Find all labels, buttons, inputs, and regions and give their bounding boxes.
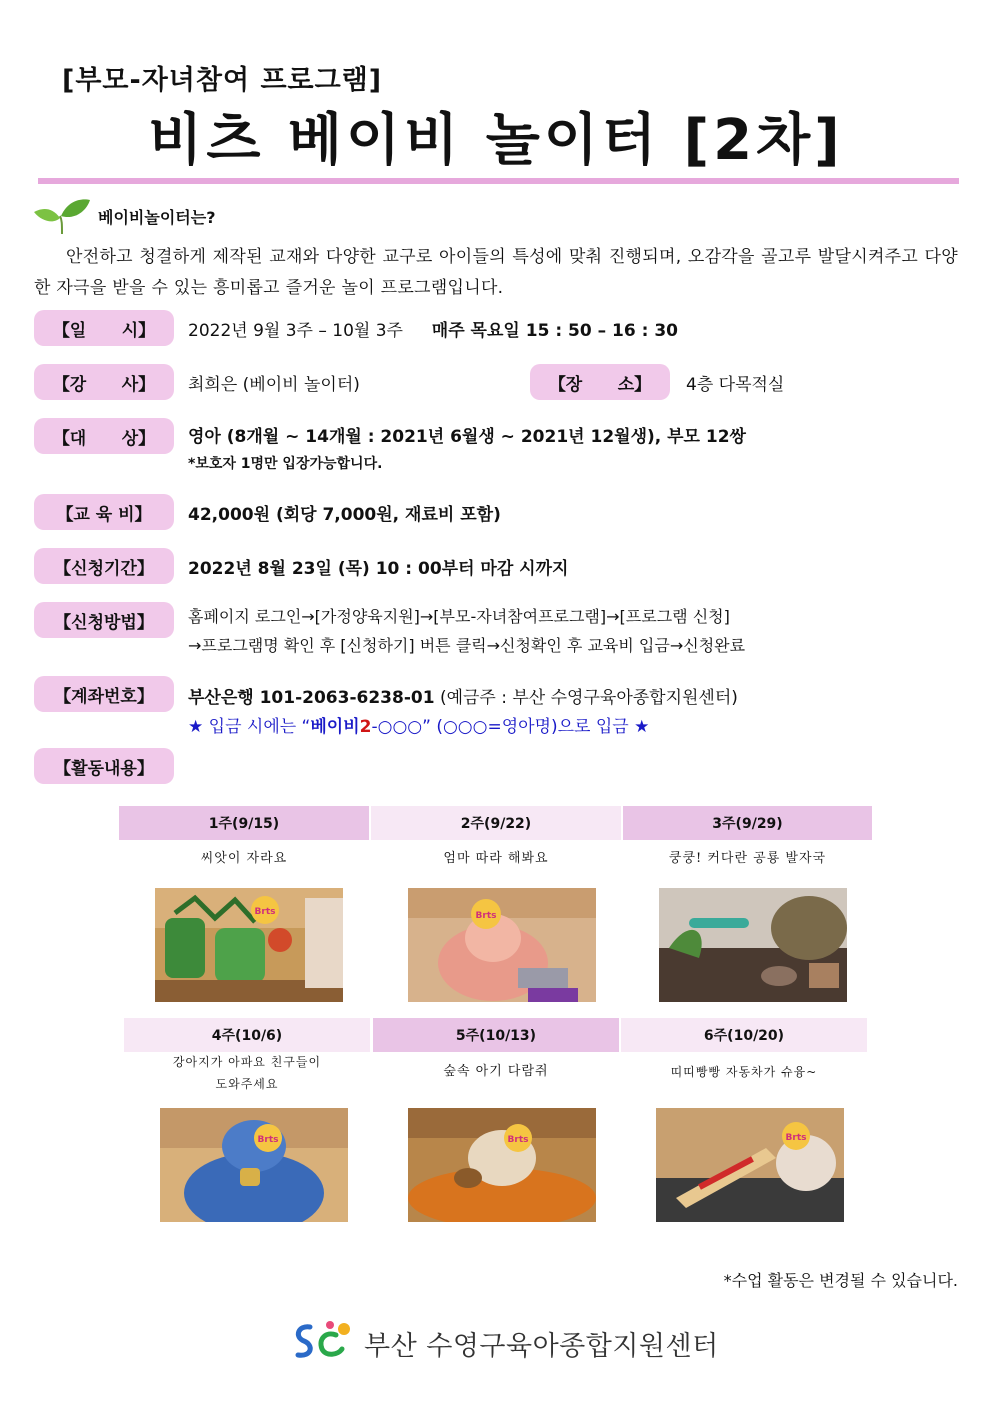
account-row — [188, 683, 738, 708]
instructor-value: 최희은 (베이비 놀이터) — [188, 375, 360, 395]
account-holder: (예금주 : 부산 수영구육아종합지원센터) — [434, 688, 738, 708]
photo-6-logo: Brts — [785, 1133, 807, 1143]
week-6-activity: 띠띠빵빵 자동차가 슈융~ — [670, 1065, 818, 1079]
week-3-photo — [659, 888, 847, 1002]
period-label: 【신청기간】 — [34, 548, 174, 584]
method-label: 【신청방법】 — [34, 602, 174, 638]
activity-label: 【활동내용】 — [34, 748, 174, 784]
photo-1-logo: Brts — [254, 907, 276, 917]
week-3-header: 3주(9/29) — [623, 806, 872, 840]
week-6-photo — [656, 1108, 844, 1222]
week-5-header: 5주(10/13) — [373, 1018, 619, 1052]
photo-2-logo: Brts — [475, 911, 497, 921]
week-5-activity: 숲속 아기 다람쥐 — [443, 1064, 549, 1079]
week-3-activity: 쿵쿵! 커다란 공룡 발자국 — [668, 851, 827, 866]
method-line-1: 홈페이지 로그인→[가정양육지원]→[부모-자녀참여프로그램]→[프로그램 신청] — [188, 607, 730, 626]
intro-text: 안전하고 청결하게 제작된 교재와 다양한 교구로 아이들의 특성에 맞춰 진행되며, 오감각을 골고루 발달시켜주고 다양한 자극을 받을 수 있는 흥미롭고 즐거운 놀이 프로그램입니다. — [34, 247, 958, 298]
intro-heading: 베이비놀이터는? — [98, 208, 216, 227]
account-label: 【계좌번호】 — [34, 676, 174, 712]
center-name: 부산 수영구육아종합지원센터 — [364, 1330, 719, 1362]
footer — [292, 1318, 719, 1368]
date-row — [188, 316, 678, 341]
week-6-header: 6주(10/20) — [621, 1018, 867, 1052]
title-divider — [38, 178, 959, 184]
fee-value: 42,000원 (회당 7,000원, 재료비 포함) — [188, 505, 501, 525]
target-value: 영아 (8개월 ~ 14개월 : 2021년 6월생 ~ 2021년 12월생), 부모 12쌍 — [188, 427, 746, 447]
week-2-photo — [408, 888, 596, 1002]
week-1-photo — [155, 888, 343, 1002]
week-5-photo — [408, 1108, 596, 1222]
place-value: 4층 다목적실 — [686, 375, 785, 395]
period-value: 2022년 8월 23일 (목) 10 : 00부터 마감 시까지 — [188, 559, 569, 579]
method-line-2: →프로그램명 확인 후 [신청하기] 버튼 클릭→신청확인 후 교육비 입금→신청완료 — [188, 636, 746, 655]
program-category: [부모-자녀참여 프로그램] — [62, 65, 383, 96]
week-4-activity-line-2: 도와주세요 — [215, 1077, 279, 1091]
deposit-round: 2 — [359, 717, 372, 737]
week-1-header: 1주(9/15) — [119, 806, 369, 840]
instructor-label: 【강 사】 — [34, 364, 174, 400]
account-number: 부산은행 101-2063-6238-01 — [188, 688, 435, 708]
week-4-photo — [160, 1108, 348, 1222]
deposit-instruction — [188, 712, 649, 737]
week-2-activity: 엄마 따라 해봐요 — [443, 851, 549, 866]
date-label: 【일 시】 — [34, 310, 174, 346]
deposit-post: -○○○” (○○○=영아명)으로 입금 ★ — [371, 717, 650, 737]
week-4-header: 4주(10/6) — [124, 1018, 370, 1052]
week-4-activity — [124, 1051, 370, 1095]
deposit-pre: ★ 입금 시에는 “ — [188, 717, 311, 737]
deposit-keyword: 베이비 — [310, 717, 360, 737]
week-4-activity-line-1: 강아지가 아파요 친구들이 — [172, 1055, 322, 1069]
date-range: 2022년 9월 3주 – 10월 3주 — [188, 321, 403, 341]
sprout-icon — [32, 196, 92, 236]
class-time: 매주 목요일 15 : 50 – 16 : 30 — [431, 321, 678, 341]
week-2-header: 2주(9/22) — [371, 806, 621, 840]
place-label: 【장 소】 — [530, 364, 670, 400]
week-1-activity: 씨앗이 자라요 — [200, 851, 288, 866]
target-label: 【대 상】 — [34, 418, 174, 454]
fee-label: 【교 육 비】 — [34, 494, 174, 530]
center-logo-icon — [292, 1319, 354, 1367]
target-note: *보호자 1명만 입장가능합니다. — [188, 456, 383, 472]
photo-4-logo: Brts — [257, 1135, 279, 1145]
page-title: 비츠 베이비 놀이터 [2차] — [148, 108, 844, 173]
photo-5-logo: Brts — [507, 1135, 529, 1145]
change-notice: *수업 활동은 변경될 수 있습니다. — [723, 1271, 958, 1290]
